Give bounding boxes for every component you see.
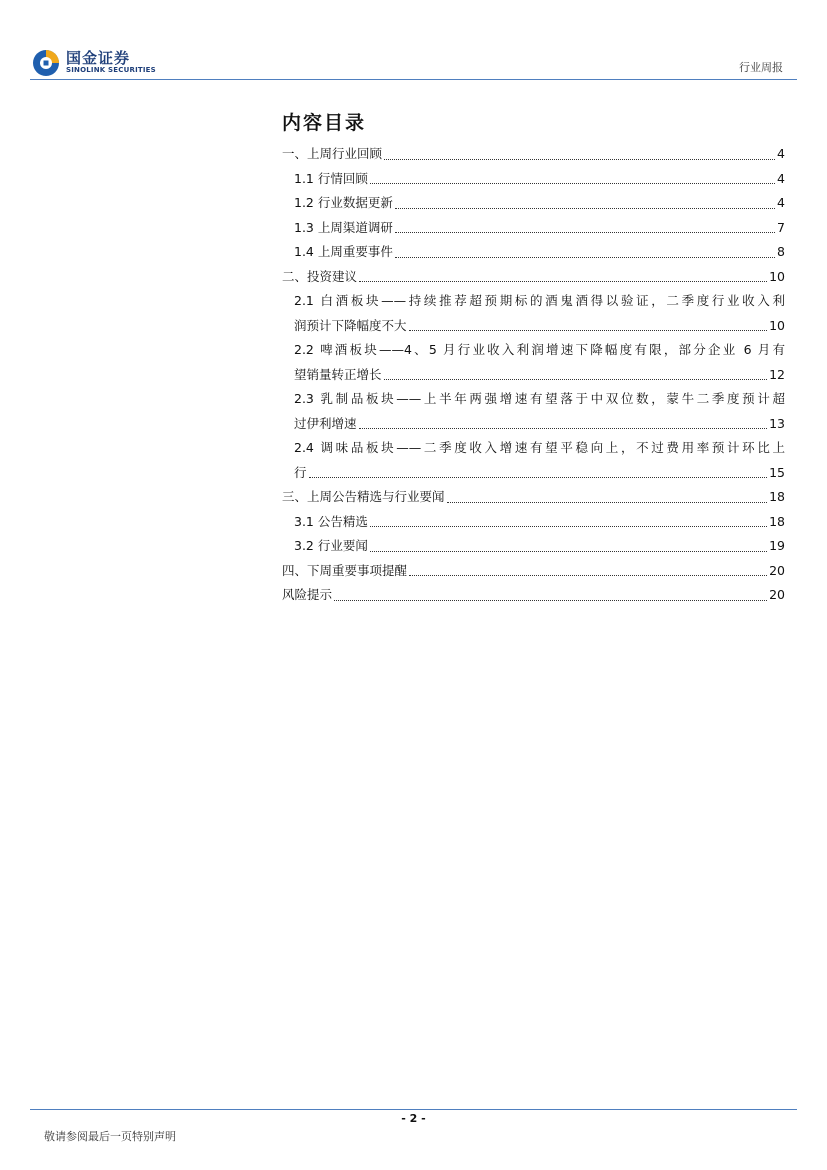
dot-leader [384, 158, 775, 160]
toc-page-number: 20 [769, 562, 785, 578]
toc-entry-text-line1: 2.2 啤酒板块——4、5 月行业收入利润增速下降幅度有限，部分企业 6 月有 [294, 342, 785, 357]
dot-leader [409, 574, 767, 576]
toc-entry[interactable] [282, 559, 785, 584]
toc-entry-multiline[interactable] [282, 387, 785, 436]
dot-leader [359, 280, 767, 282]
toc-entry-text: 1.4 上周重要事件 [294, 244, 393, 259]
dot-leader [309, 476, 768, 478]
toc-entry[interactable] [282, 142, 785, 167]
toc-entry-multiline[interactable] [282, 338, 785, 387]
toc-entry-text: 3.2 行业要闻 [294, 538, 368, 553]
toc-entry[interactable] [282, 216, 785, 241]
toc-entry-text-line2: 过伊利增速 [294, 415, 357, 431]
dot-leader [370, 550, 767, 552]
toc-entry-text: 二、投资建议 [282, 268, 358, 284]
toc-entry-text-line2: 望销量转正增长 [294, 366, 382, 382]
footer-disclaimer: 敬请参阅最后一页特别声明 [44, 1130, 176, 1143]
toc-page-number: 4 [777, 195, 785, 210]
dot-leader [370, 182, 775, 184]
toc-page-number: 4 [777, 170, 785, 186]
toc-entry-text: 三、上周公告精选与行业要闻 [282, 489, 445, 504]
toc-page-number: 18 [769, 489, 785, 504]
dot-leader [395, 207, 775, 209]
toc-page-number: 10 [769, 268, 785, 284]
dot-leader [359, 427, 768, 429]
table-of-contents [282, 142, 785, 608]
toc-entry[interactable] [282, 510, 785, 535]
toc-entry-text: 1.3 上周渠道调研 [294, 219, 393, 235]
toc-entry-multiline[interactable] [282, 289, 785, 338]
toc-entry-multiline[interactable] [282, 436, 785, 485]
toc-entry-text-line1: 2.1 白酒板块——持续推荐超预期标的酒鬼酒得以验证，二季度行业收入利 [294, 293, 785, 308]
toc-entry-text-line2: 润预计下降幅度不大 [294, 317, 407, 333]
dot-leader [395, 231, 775, 233]
toc-entry[interactable] [282, 265, 785, 290]
toc-entry[interactable] [282, 583, 785, 608]
toc-entry-text: 一、上周行业回顾 [282, 146, 383, 161]
dot-leader [447, 501, 768, 503]
dot-leader [334, 599, 767, 601]
header-divider [30, 79, 797, 80]
sinolink-logo-icon [32, 49, 60, 77]
dot-leader [395, 256, 775, 258]
toc-page-number: 12 [769, 366, 785, 382]
toc-page-number: 15 [769, 464, 785, 480]
toc-entry-text: 1.2 行业数据更新 [294, 195, 393, 210]
toc-entry-text-line2: 行 [294, 464, 307, 480]
toc-title: 内容目录 [282, 112, 367, 134]
dot-leader [409, 329, 768, 331]
toc-page-number: 13 [769, 415, 785, 431]
dot-leader [370, 525, 767, 527]
toc-entry-text-line1: 2.4 调味品板块——二季度收入增速有望平稳向上，不过费用率预计环比上 [294, 440, 785, 455]
toc-entry-text: 3.1 公告精选 [294, 513, 368, 529]
dot-leader [384, 378, 768, 380]
toc-page-number: 18 [769, 513, 785, 529]
logo-text-cn: 国金证券 [66, 49, 131, 67]
page-number: - 2 - [401, 1112, 426, 1125]
logo-text-en: SINOLINK SECURITIES [66, 66, 156, 74]
toc-page-number: 8 [777, 244, 785, 259]
toc-entry-text-line1: 2.3 乳制品板块——上半年两强增速有望落于中双位数，蒙牛二季度预计超 [294, 391, 785, 406]
toc-entry[interactable] [282, 191, 785, 216]
toc-entry[interactable] [282, 240, 785, 265]
toc-entry[interactable] [282, 485, 785, 510]
toc-entry-text: 1.1 行情回顾 [294, 170, 368, 186]
toc-page-number: 10 [769, 317, 785, 333]
footer-divider [30, 1109, 797, 1110]
toc-entry-text: 四、下周重要事项提醒 [282, 562, 408, 578]
toc-page-number: 20 [769, 587, 785, 602]
toc-entry[interactable] [282, 534, 785, 559]
toc-entry-text: 风险提示 [282, 587, 333, 602]
toc-page-number: 7 [777, 219, 785, 235]
toc-page-number: 4 [777, 146, 785, 161]
toc-page-number: 19 [769, 538, 785, 553]
toc-entry[interactable] [282, 167, 785, 192]
company-logo [32, 47, 156, 79]
report-type-label: 行业周报 [739, 61, 783, 74]
